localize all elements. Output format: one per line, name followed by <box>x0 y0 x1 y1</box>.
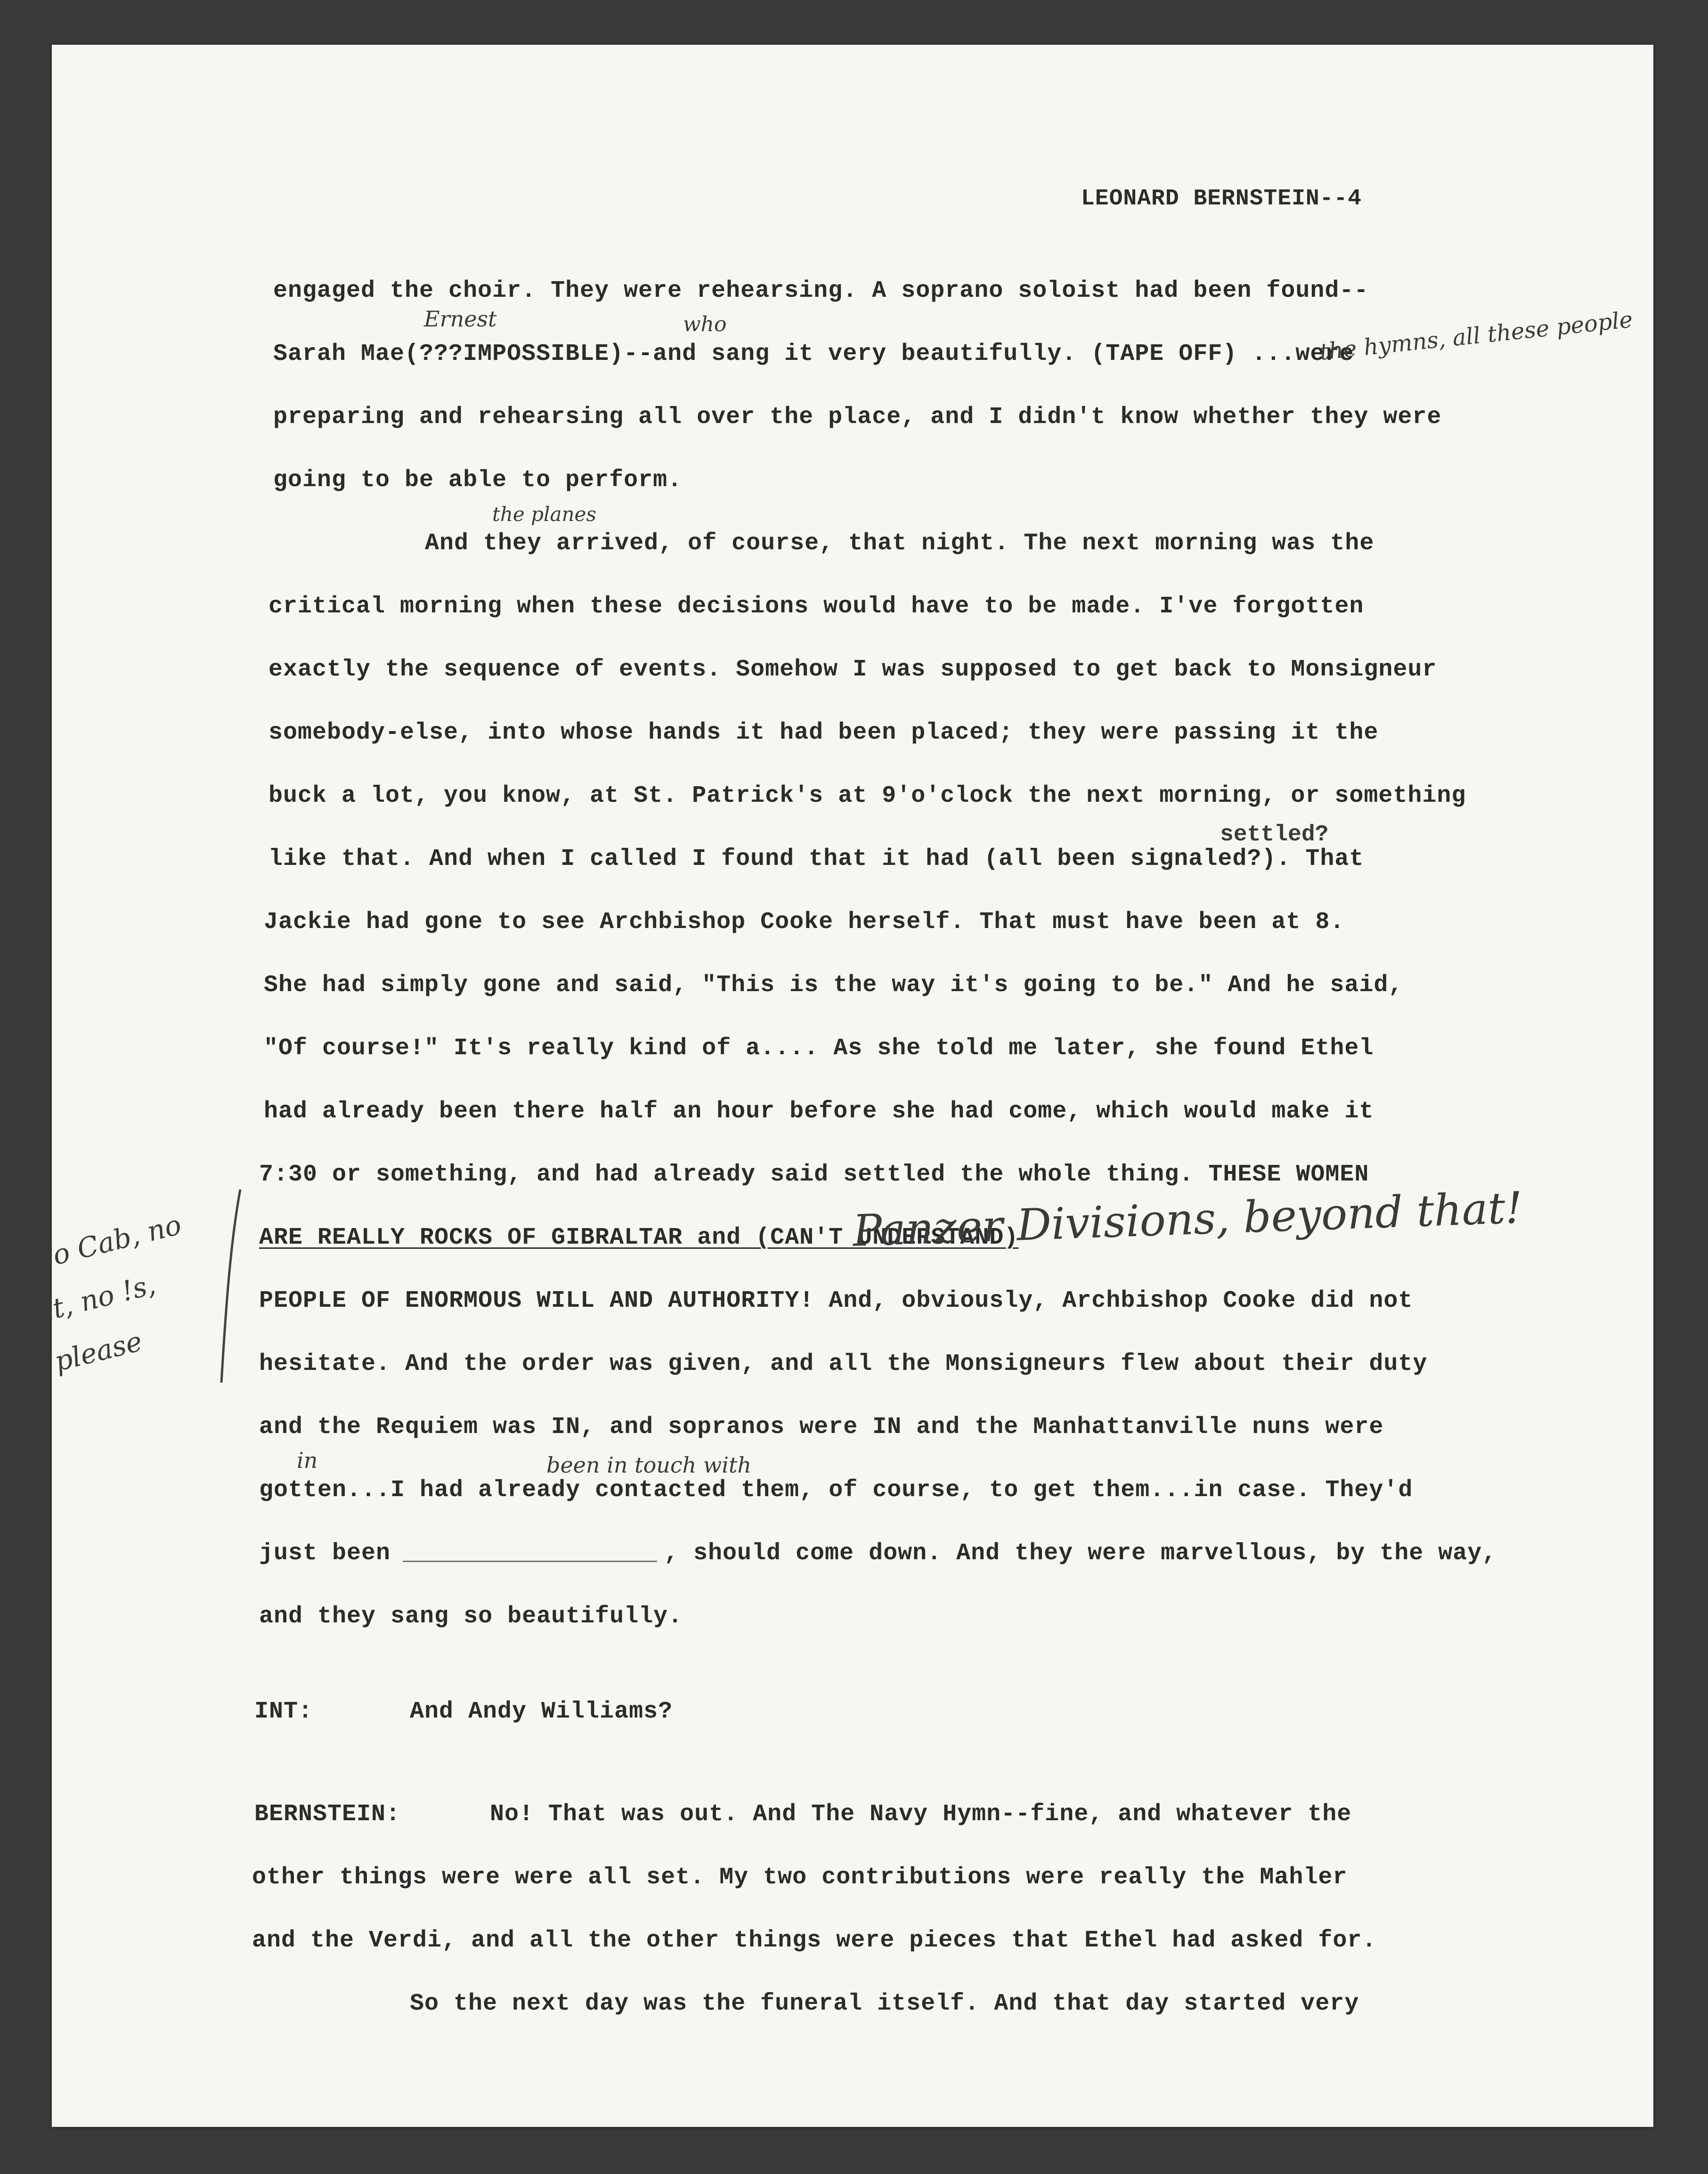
text-line: gotten...I had already contacted them, of course, to get them...in case. They'd <box>259 1477 1413 1504</box>
text-line: and the Verdi, and all the other things were pieces that Ethel had asked for. <box>252 1927 1377 1954</box>
handwritten-note: settled? <box>1220 822 1329 847</box>
text-line: She had simply gone and said, "This is the way it's going to be." And he said, <box>264 972 1403 999</box>
text-line: somebody-else, into whose hands it had been placed; they were passing it the <box>268 719 1379 746</box>
text-line: 7:30 or something, and had already said settled the whole thing. THESE WOMEN <box>259 1161 1369 1188</box>
text-line: Jackie had gone to see Archbishop Cooke herself. That must have been at 8. <box>264 909 1345 936</box>
text-line: hesitate. And the order was given, and all the Monsigneurs flew about their duty <box>259 1351 1428 1377</box>
handwritten-note: been in touch with <box>546 1452 752 1478</box>
handwritten-note: the hymns, all these people <box>1318 306 1634 366</box>
margin-stroke <box>212 1185 250 1387</box>
text-line: No! That was out. And The Navy Hymn--fine, and whatever the <box>490 1801 1352 1828</box>
text-line: just been <box>259 1540 391 1567</box>
text-line: And Andy Williams? <box>410 1698 673 1725</box>
handwritten-note: in <box>297 1448 318 1473</box>
page-header: LEONARD BERNSTEIN--4 <box>1081 186 1362 212</box>
text-line: and the Requiem was IN, and sopranos were IN and the Manhattanville nuns were <box>259 1414 1384 1441</box>
text-line: and they sang so beautifully. <box>259 1603 683 1630</box>
text-line: had already been there half an hour before she had come, which would make it <box>264 1098 1374 1125</box>
handwritten-note: Panzer Divisions, beyond that! <box>852 1182 1524 1256</box>
text-line: PEOPLE OF ENORMOUS WILL AND AUTHORITY! And, obviously, Archbishop Cooke did not <box>259 1287 1413 1314</box>
text-line: , should come down. And they were marvellous, by the way, <box>664 1540 1497 1567</box>
speaker-label-bernstein: BERNSTEIN: <box>254 1801 401 1828</box>
handwritten-note: who <box>683 312 727 336</box>
text-line: Sarah Mae(???IMPOSSIBLE)--and sang it very beautifully. (TAPE OFF) ...were <box>273 341 1354 367</box>
margin-handwritten-note: No Cab, no It, no !s, please <box>26 1208 185 1378</box>
text-line: So the next day was the funeral itself. And that day started very <box>410 1990 1359 2017</box>
text-line: going to be able to perform. <box>273 467 683 494</box>
text-line: buck a lot, you know, at St. Patrick's at 9'o'clock the next morning, or something <box>268 782 1466 809</box>
speaker-label-int: INT: <box>254 1698 313 1725</box>
blank-line <box>403 1542 657 1562</box>
text-line: ARE REALLY ROCKS OF GIBRALTAR and (CAN'T UNDERSTAND) <box>259 1224 1019 1251</box>
text-line: like that. And when I called I found that it had (all been signaled?). That <box>268 846 1364 872</box>
text-line: And they arrived, of course, that night. The next morning was the <box>425 530 1375 557</box>
text-line: exactly the sequence of events. Somehow I was supposed to get back to Monsigneur <box>268 656 1437 683</box>
text-line: "Of course!" It's really kind of a.... As she told me later, she found Ethel <box>264 1035 1374 1062</box>
text-line: other things were were all set. My two contributions were really the Mahler <box>252 1864 1348 1891</box>
handwritten-note: Ernest <box>424 306 497 332</box>
handwritten-note: the planes <box>492 503 596 526</box>
text-line: engaged the choir. They were rehearsing. A soprano soloist had been found-- <box>273 277 1369 304</box>
text-line: preparing and rehearsing all over the place, and I didn't know whether they were <box>273 404 1442 431</box>
text-line: critical morning when these decisions would have to be made. I've forgotten <box>268 593 1364 620</box>
document-page <box>26 45 1653 2127</box>
